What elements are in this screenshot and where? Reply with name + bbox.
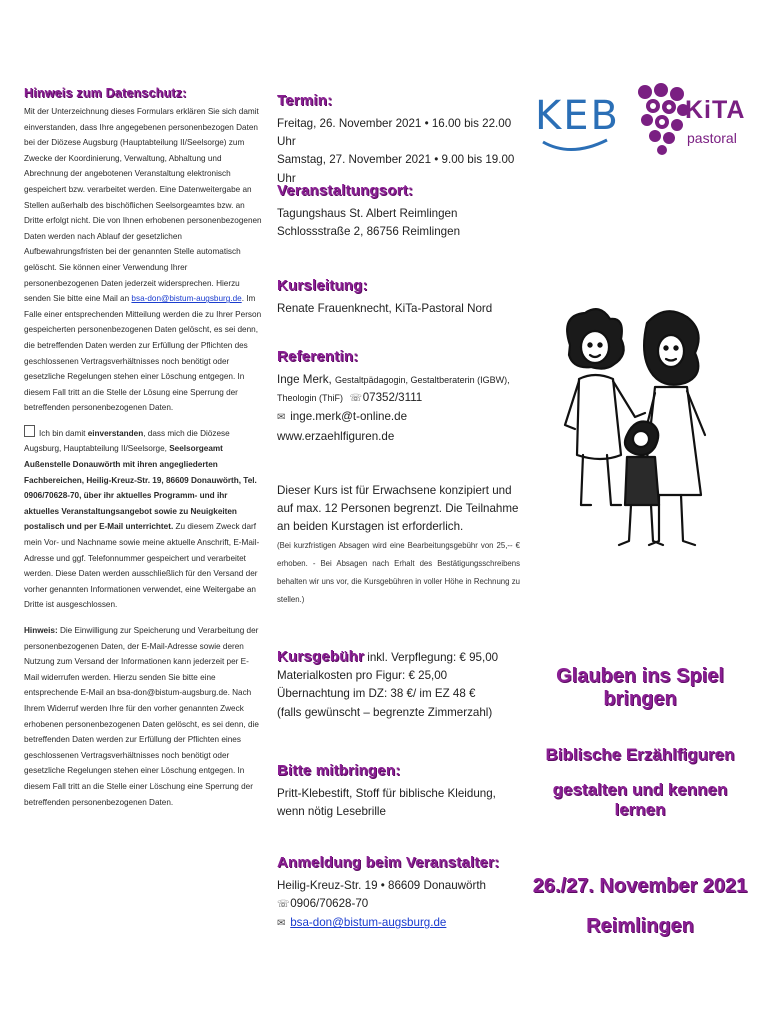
termin-line-1: Freitag, 26. November 2021 • 16.00 bis 22.00 Uhr [277,117,512,149]
cover-subtitle-1: Biblische Erzählfiguren [545,745,735,764]
cover-date: 26./27. November 2021 [532,875,748,897]
registration-phone: 0906/70628-70 [290,897,369,911]
speaker-website[interactable]: www.erzaehlfiguren.de [277,429,395,443]
fee-line-3: Übernachtung im DZ: 38 €/ im EZ 48 € [277,687,476,701]
kita-logo: KiTA pastoral [635,80,755,165]
registration-section [277,854,520,934]
cancellation-note: (Bei kurzfristigen Absagen wird eine Bearbeitungsgebühr von 25,-- € erhoben. - Bei Absagen nach Erhalt des Bestätigungsschreibens behalten wir uns vor, die Kursgebühren in voller Höhe in Rechnung zu stellen.) [277,540,520,604]
mail-icon: ✉ [277,918,286,930]
course-lead-section [277,277,520,318]
speaker-email[interactable]: inge.merk@t-online.de [290,410,408,424]
consent-paragraph: Ich bin damit einverstanden, dass mich die Diözese Augsburg, Hauptabteilung II/Seelsorge, Seelsorgeamt Außenstelle Donauwörth mit ihren angegliederten Fachbereichen, Heilig-Kreuz-Str. 19, 86609 Donauwörth, Tel. 0906/70628-70, über ihr aktuelles Programm- und ihr aktuelles Veranstaltungsangebot sowie zu Neuigkeiten postalisch und per E-Mail unterrichtet. Zu diesem Zweck darf mein Vor- und Nachname sowie meine aktuelle Anschrift, E-Mail-Adresse und ggf. Telefonnummer gespeichert und verarbeitet werden. Diese Daten werden ausschließlich für den Versand der vorher genannten Informationen verwendet, eine Weitergabe an Dritte ist ausgeschlossen. [24,425,262,613]
course-lead-heading: Kursleitung: [277,277,368,294]
termin-section [277,92,520,188]
bring-heading: Bitte mitbringen: [277,762,401,779]
cover-subtitle-2: gestalten und kennen lernen [552,780,728,819]
cover-place: Reimlingen [586,915,694,937]
course-lead-name: Renate Frauenknecht, KiTa-Pastoral Nord [277,302,493,315]
termin-line-2: Samstag, 27. November 2021 • 9.00 bis 19.00 Uhr [277,153,515,185]
family-illustration [555,305,725,565]
location-heading: Veranstaltungsort: [277,182,414,199]
mail-icon: ✉ [277,412,286,424]
privacy-column [24,86,262,810]
speaker-qualifications-2: Theologin (ThiF) [277,393,344,404]
speaker-heading: Referentin: [277,348,359,365]
privacy-heading: Hinweis zum Datenschutz: [24,86,187,100]
speaker-qualifications: Gestaltpädagogin, Gestaltberaterin (IGBW), [335,375,510,385]
fee-heading: Kursgebühr [277,648,365,665]
cover-title: Glauben ins Spiel bringen [556,665,724,710]
privacy-email-link[interactable]: bsa-don@bistum-augsburg.de [131,294,242,304]
location-section [277,182,520,241]
fee-line-4: (falls gewünscht – begrenzte Zimmerzahl) [277,705,493,719]
phone-icon: ☏ [277,899,290,911]
registration-address: Heilig-Kreuz-Str. 19 • 86609 Donauwörth [277,879,486,892]
termin-heading: Termin: [277,92,333,109]
cover-column [525,80,755,980]
course-info-text: Dieser Kurs ist für Erwachsene konzipiert und auf max. 12 Personen begrenzt. Die Teilnahme an beiden Kurstagen ist erforderlich. [277,484,519,534]
keb-logo: KEB [535,94,615,164]
privacy-paragraph: Mit der Unterzeichnung dieses Formulars erklären Sie sich damit einverstanden, dass Ihre angegebenen personenbezogen Daten bei der Diözese Augsburg (Hauptabteilung II/Seelsorge) zum Zwecke der Koordinierung, Verwaltung, Abhaltung und Abrechnung der angebotenen Veranstaltung elektronisch gespeichert bzw. verarbeitet werden. Eine Datenweitergabe an Stellen außerhalb des bischöflichen Seelsorgeamtes bzw. an Dritte erfolgt nicht. Die von Ihnen erhobenen personenbezogenen Daten werden nach Ablauf der gesetzlichen Aufbewahrungsfristen bei der genannten Stelle automatisch gelöscht. Sie können einer Verwendung Ihrer personenbezogenen Daten jederzeit widersprechen. Hierzu senden Sie bitte eine Mail an bsa-don@bistum-augsburg.de. Im Falle einer entsprechenden Mitteilung werden die zu Ihrer Person gespeicherten personenbezogenen Daten gelöscht, es sei denn, die betreffenden Daten werden zur Erfüllung der Pflichten des geschlossenen Vertragsverhältnisses noch benötigt oder gesetzliche Regelungen stehen einer Löschung entgegen. In diesem Fall tritt an die Stelle der Lösung eine Sperrung der betreffenden personenbezogenen Daten. [24,107,262,413]
bring-section [277,762,520,821]
course-info-section [277,482,520,609]
registration-heading: Anmeldung beim Veranstalter: [277,854,500,871]
fee-line-2: Materialkosten pro Figur: € 25,00 [277,669,448,683]
speaker-name: Inge Merk, [277,373,335,386]
location-line-2: Schlossstraße 2, 86756 Reimlingen [277,225,461,239]
keb-swoosh-icon [541,138,611,156]
bring-line-2: wenn nötig Lesebrille [277,805,386,819]
hint-paragraph: Hinweis: Die Einwilligung zur Speicherung und Verarbeitung der personenbezogenen Daten, der E-Mail-Adresse sowie deren Nutzung zum Versand der Informationen kann jederzeit per E-Mail widerrufen werden. Hierzu senden Sie bitte eine entsprechende E-Mail an bsa-don@bistum-augsburg.de. Nach Ihrem Widerruf werden Ihre für den vorher genannten Zweck erhobenen personenbezogenen Daten gelöscht, es sei denn, die betreffenden Daten werden zur Erfüllung der Pflichten eines geschlossenen Vertragsverhältnisses noch benötigt oder gesetzliche Regelungen stehen einer Löschung entgegen. In diesem Fall tritt an die Stelle einer Löschung eine Sperrung der betreffenden personenbezogenen Daten. [24,626,259,807]
speaker-section [277,348,520,446]
details-column [277,92,520,972]
grape-icon [635,80,690,155]
location-line-1: Tagungshaus St. Albert Reimlingen [277,207,458,220]
fee-section [277,648,520,722]
consent-checkbox[interactable] [24,425,35,437]
registration-email-link[interactable]: bsa-don@bistum-augsburg.de [290,916,447,930]
speaker-phone: 07352/3111 [362,391,423,405]
bring-line-1: Pritt-Klebestift, Stoff für biblische Kleidung, [277,787,496,800]
phone-icon: ☏ [349,393,362,405]
fee-line-1: inkl. Verpflegung: € 95,00 [364,651,499,664]
